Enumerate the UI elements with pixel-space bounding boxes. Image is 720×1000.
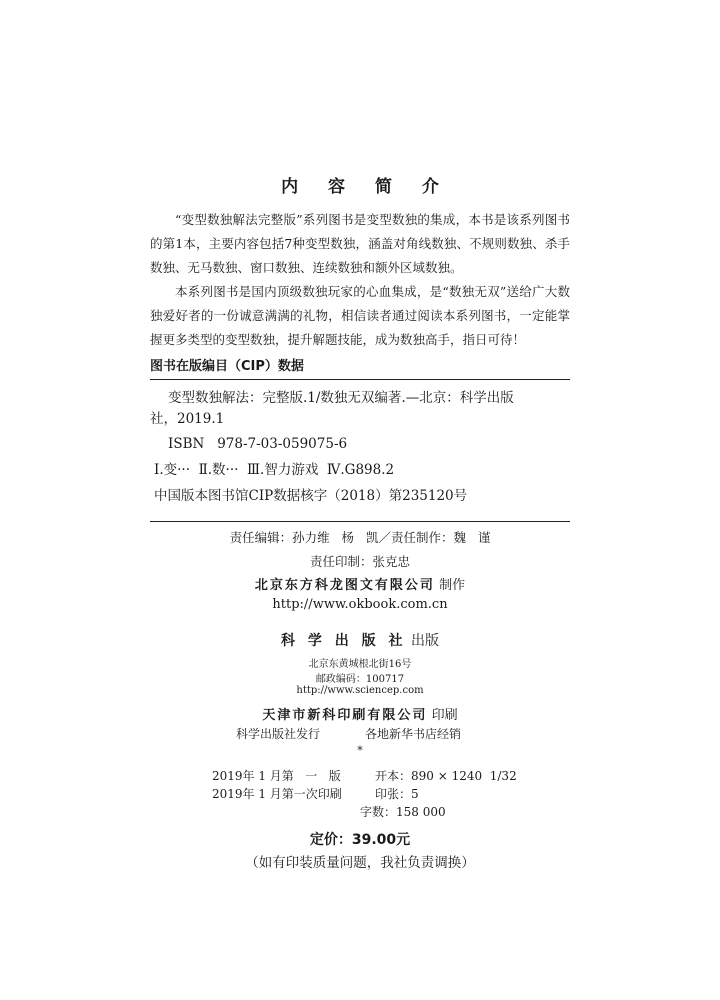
producer-line bbox=[0, 574, 720, 593]
edition-line-3-right: 字数：158 000 bbox=[360, 805, 446, 819]
price: 定价：39.00元 bbox=[309, 832, 411, 848]
producer-url: http://www.okbook.com.cn bbox=[272, 597, 448, 612]
edition-line-1-left: 2019年 1 月第 一 版 bbox=[212, 769, 341, 783]
producer-suffix: 制作 bbox=[439, 578, 466, 593]
publisher-postcode: 邮政编码：100717 bbox=[315, 674, 405, 685]
publisher-address: 北京东黄城根北街16号 bbox=[308, 659, 412, 670]
cip-classification: Ⅰ.变··· Ⅱ.数··· Ⅲ.智力游戏 Ⅳ.G898.2 bbox=[154, 462, 395, 478]
intro-text bbox=[150, 208, 570, 352]
cip-isbn: ISBN 978-7-03-059075-6 bbox=[168, 436, 348, 452]
quality-notice: （如有印装质量问题，我社负责调换） bbox=[245, 855, 475, 871]
publisher-line bbox=[0, 630, 720, 650]
edition-line-1-right: 开本：890 × 1240 1/32 bbox=[375, 769, 517, 783]
page-title: 内 容 简 介 bbox=[281, 177, 451, 197]
publisher-name: 科 学 出 版 社 bbox=[281, 633, 407, 649]
edition-line-2-right: 印张：5 bbox=[375, 787, 419, 801]
publisher-url: http://www.sciencep.com bbox=[296, 685, 424, 696]
cip-top-rule bbox=[150, 379, 570, 380]
distribution-left: 科学出版社发行 bbox=[236, 727, 321, 741]
cip-entry-line-2: 社，2019.1 bbox=[150, 411, 225, 427]
editors-line: 责任编辑：孙力维 杨 凯／责任制作：魏 谨 bbox=[229, 530, 491, 545]
publisher-suffix: 出版 bbox=[410, 633, 439, 649]
cip-record-number: 中国版本图书馆CIP数据核字（2018）第235120号 bbox=[154, 488, 468, 504]
cip-block bbox=[150, 388, 570, 507]
printing-editor-line: 责任印制：张克忠 bbox=[309, 554, 410, 569]
printer-line bbox=[0, 704, 720, 723]
cip-heading: 图书在版编目（CIP）数据 bbox=[150, 359, 304, 374]
intro-paragraph-2: 本系列图书是国内顶级数独玩家的心血集成，是“数独无双”送给广大数独爱好者的一份诚意满满的礼物，相信读者通过阅读本系列图书，一定能掌握更多类型的变型数独，提升解题技能，成为数独高手，指日可待！ bbox=[150, 284, 570, 347]
printer-suffix: 印刷 bbox=[431, 708, 458, 723]
producer-name: 北京东方科龙图文有限公司 bbox=[254, 578, 435, 593]
intro-paragraph-1: “变型数独解法完整版”系列图书是变型数独的集成，本书是该系列图书的第1本，主要内容包括7种变型数独，涵盖对角线数独、不规则数独、杀手数独、无马数独、窗口数独、连续数独和额外区域数独。 bbox=[150, 212, 570, 275]
cip-entry-line-1: 变型数独解法：完整版.1/数独无双编著.—北京：科学出版 bbox=[168, 390, 514, 406]
distribution-right: 各地新华书店经销 bbox=[365, 727, 462, 741]
edition-line-2-left: 2019年 1 月第一次印刷 bbox=[212, 787, 342, 801]
cip-bottom-rule bbox=[150, 521, 570, 522]
printer-name: 天津市新科印刷有限公司 bbox=[262, 708, 428, 723]
separator-asterisk: * bbox=[357, 744, 363, 757]
